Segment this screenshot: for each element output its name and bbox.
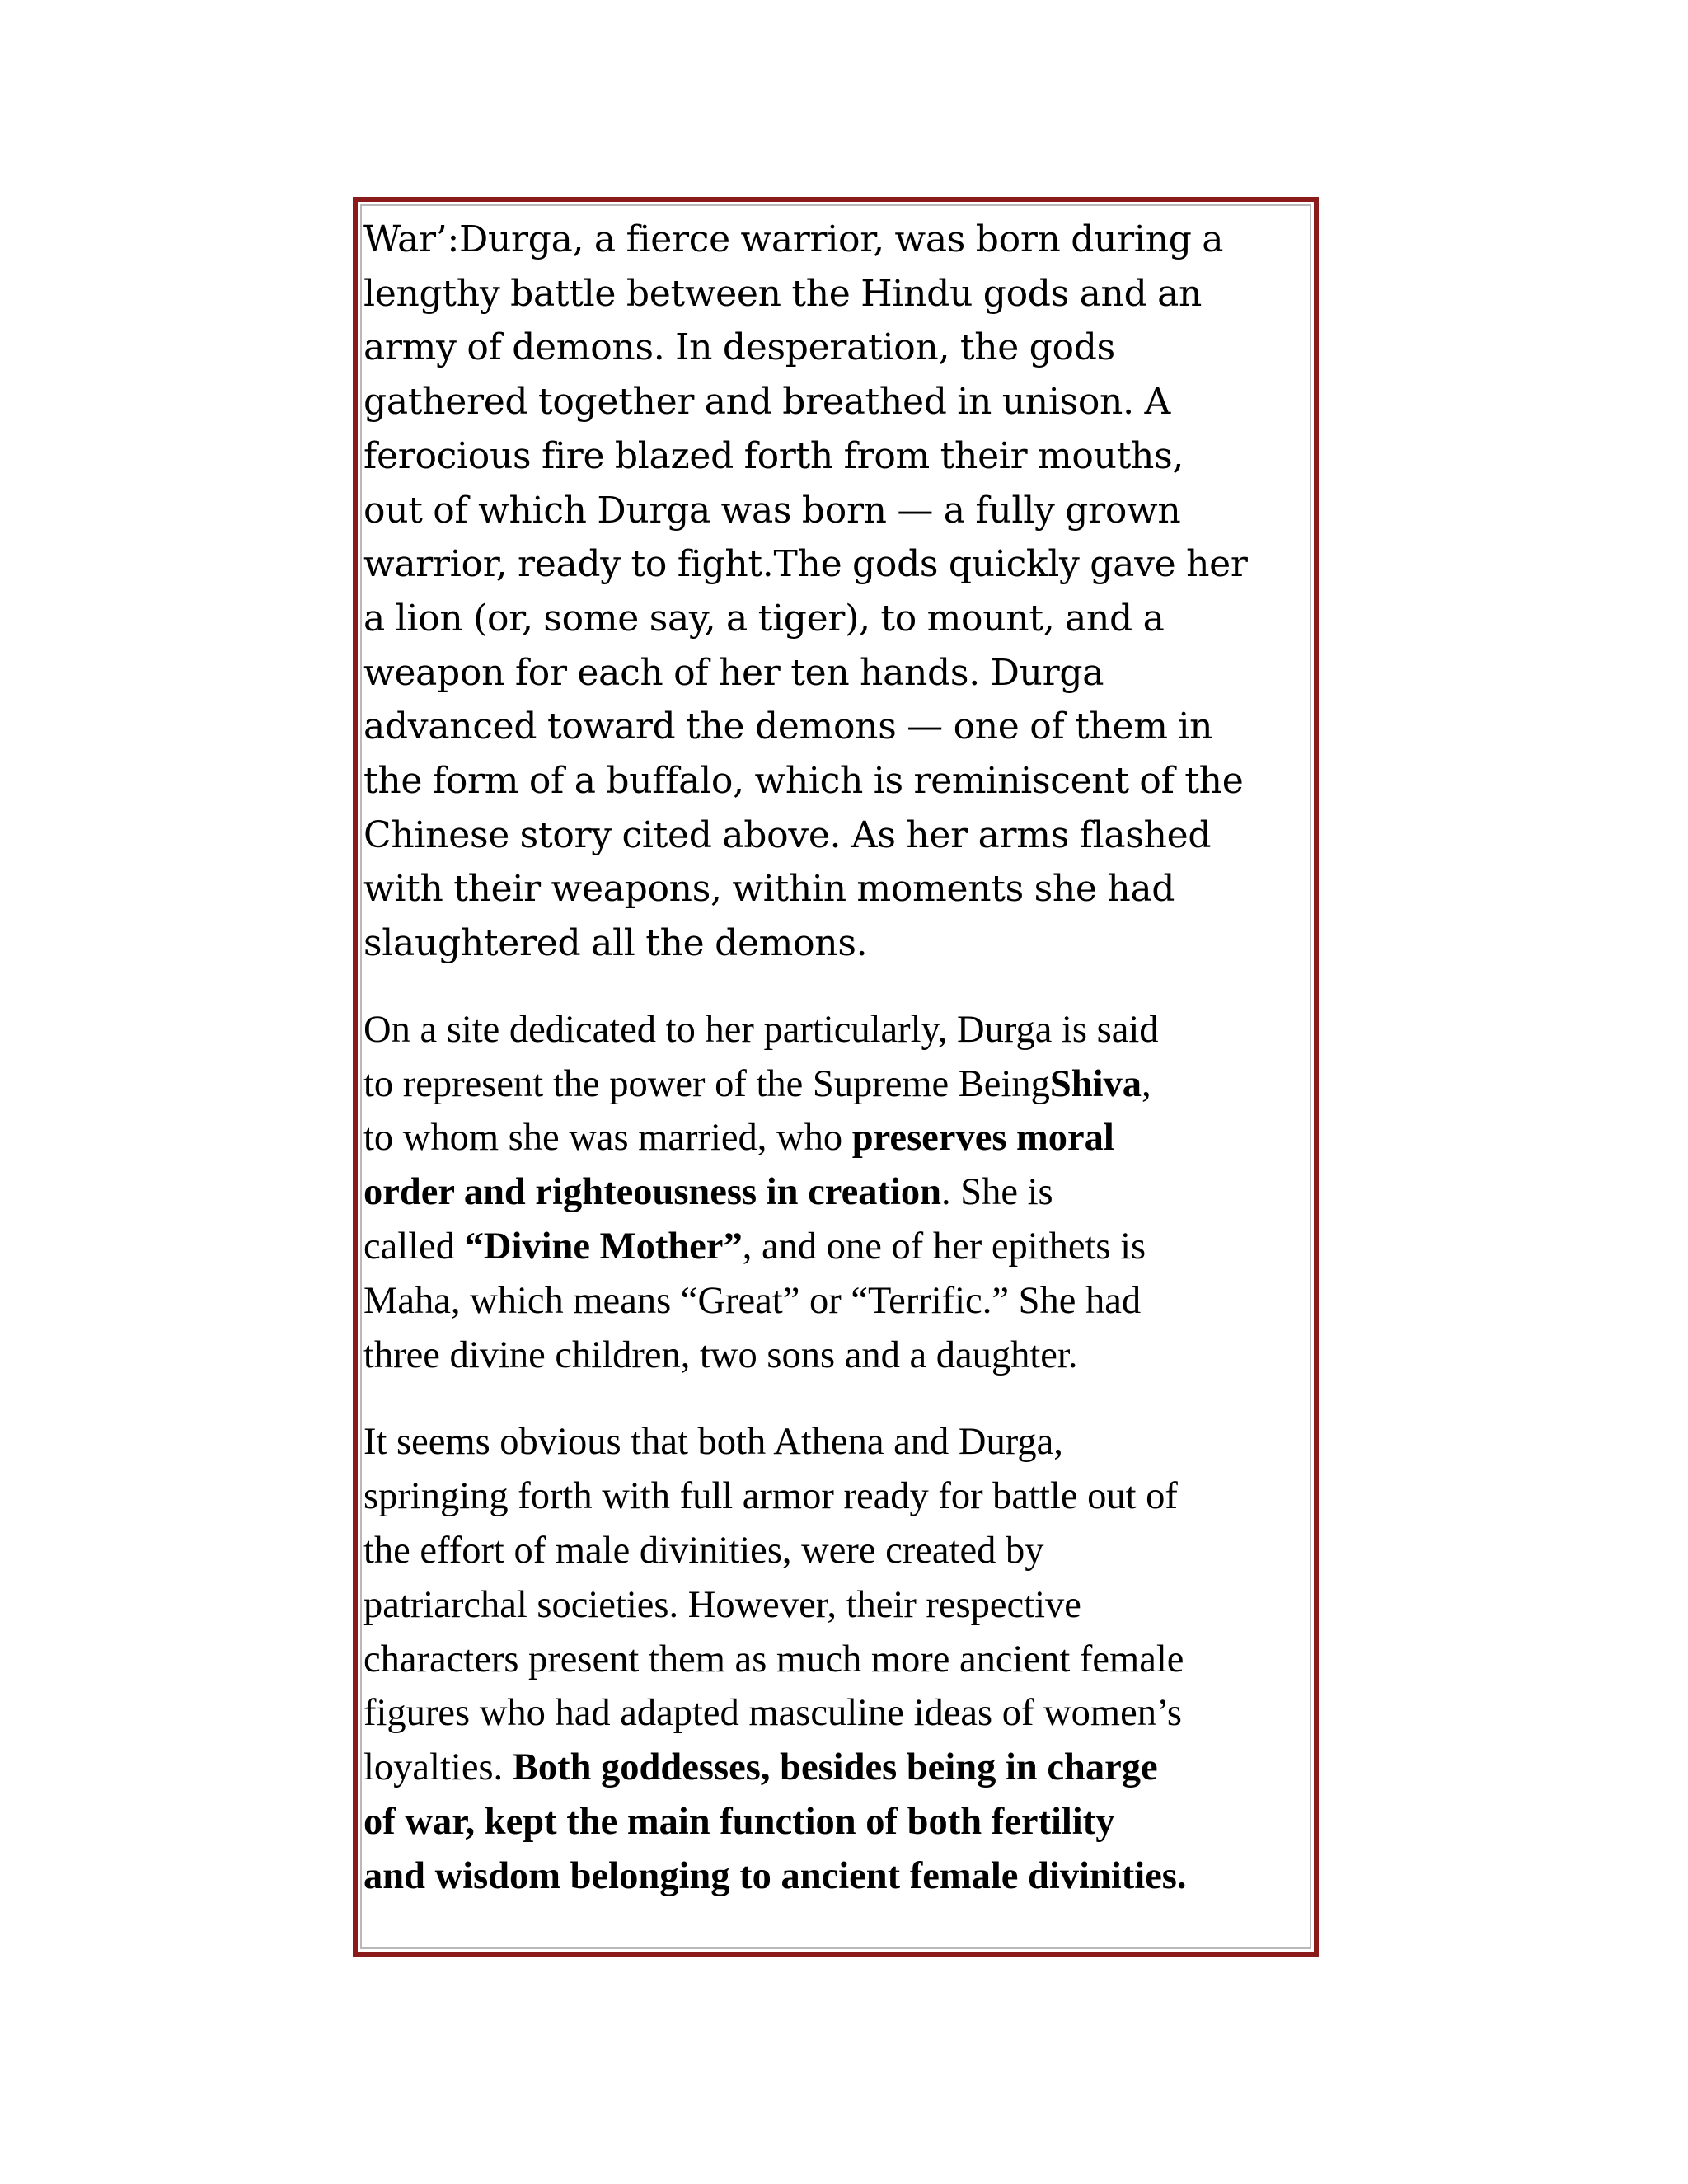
paragraph-text: . She is called [363,1171,1053,1268]
paragraph-durga-birth: War’:Durga, a fierce warrior, was born during a lengthy battle between the Hindu gods and an army of demons. In desperation, the gods gathered together and breathed in unison. A ferocious fire blazed forth from their mouths, out of which Durga was born — a fully grown warrior, ready to fight.The gods quickly gave her a lion (or, some say, a tiger), to mount, and a weapon for each of her ten hands. Durga advanced toward the demons — one of them in the form of a buffalo, which is reminiscent of the Chinese story cited above. As her arms flashed with their weapons, within moments she had slaughtered all the demons. [363,218,1248,965]
text-box-content [363,213,1311,1904]
paragraph-text: On a site dedicated to her particularly, Durga is said to represent the power of the Supreme Being [363,1008,1159,1105]
paragraph-text: , and one of her epithets is Maha, which means “Great” or “Terrific.” She had three divine children, two sons and a daughter. [363,1226,1146,1376]
paragraph-athena-durga [363,1415,1311,1903]
bold-text-moral-order: preserves moral order and righteousness in creation [363,1117,1114,1214]
bold-text-shiva: Shiva [1049,1062,1142,1105]
paragraph-text: It seems obvious that both Athena and Durga, springing forth with full armor ready for battle out of the effort of male divinities, were created by patriarchal societies. However, their respective characters present them as much more ancient female figures who had adapted masculine ideas of women’s loyalties. [363,1421,1184,1789]
bold-text-conclusion: Both goddesses, besides being in charge of war, kept the main function of both fertility and wisdom belonging to ancient female divinities. [363,1746,1187,1897]
bold-text-divine-mother: “Divine Mother” [464,1226,743,1268]
paragraph-durga-shiva [363,1003,1311,1383]
paragraph-text: , to whom she was married, who [363,1062,1151,1160]
